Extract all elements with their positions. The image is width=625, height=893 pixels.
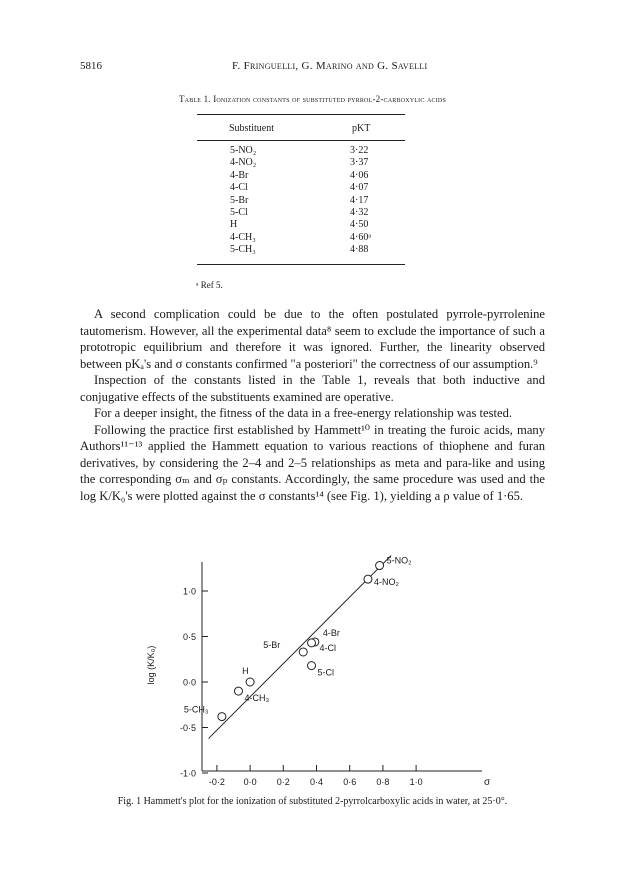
substituent-cell: H [230,219,238,231]
data-point [234,687,242,695]
table-caption: Table 1. Ionization constants of substituted pyrrol-2-carboxylic acids [178,94,447,104]
substituent-cell: 5-NO₂ [230,145,257,156]
data-point [246,678,254,686]
substituent-cell: 5-Cl [230,206,248,218]
x-tick-label: 0·8 [376,777,390,787]
x-tick-label: 0·6 [343,777,357,787]
pk-cell: 4·06 [350,169,369,181]
y-tick-label: 0·0 [182,677,196,688]
pk-cell: 4·32 [350,206,369,218]
data-point-label: 5-NO₂ [386,555,412,566]
x-tick-label: 0·4 [309,777,324,787]
data-point-label: H [242,666,249,676]
data-point [308,639,316,647]
pk-cell: 4·88 [350,244,369,256]
substituent-cell: 4-CH₃ [230,231,256,243]
pk-cell: 4·17 [350,194,369,206]
data-point-label: 5-Cl [317,667,335,678]
data-point [308,662,316,670]
pk-cell: 3·37 [350,157,369,169]
data-point-label: 4-CH₃ [244,693,270,704]
data-point-label: 5-Br [263,639,281,650]
pk-cell: 4·60ᵃ [350,231,372,243]
data-point-label: 4-NO₂ [373,577,399,588]
page-number: 5816 [80,60,102,72]
pk-cell: 4·50 [350,219,369,231]
data-point [364,575,372,583]
data-point [218,713,226,721]
paragraph: A second complication could be due to the often postulated pyrrole-pyrrolenine tautomerism. However, all the experimental data⁸ seem to exclude the importance of such a prototropic equilibrium and therefore it was ignored. Further, the linearity observed between pKₐ's and σ constants confirmed "a posteriori" the correctness of our assumption.⁹ [80,307,545,371]
substituent-cell: 4-Cl [230,182,248,194]
x-tick-label: 1·0 [409,777,423,787]
data-point-label: 4-Cl [319,642,337,653]
x-axis-label: σ [484,777,491,788]
data-point [376,562,384,570]
x-tick-label: 0·2 [276,777,290,787]
data-point-label: 5-CH₃ [183,704,209,715]
pk-cell: 3·22 [350,145,369,156]
substituent-cell: 4-Br [230,169,249,181]
x-tick-label: -0·2 [208,777,225,787]
paragraph: For a deeper insight, the fitness of the data in a free-energy relationship was tested. [94,406,513,420]
y-tick-label: -0·5 [179,723,196,733]
substituent-cell: 4-NO₂ [230,157,257,169]
paragraph: Following the practice first established by Hammett¹⁰ in treating the furoic acids, many Authors¹¹⁻¹³ applied the Hammett equation to various reactions of thiophene and furan derivatives, by considering the 2–4 and 2–5 relationships as meta and para-like and using the corresponding σₘ and σₚ constants. Accordingly, the same procedure was used and the log K/K₀'s were plotted against the σ constants¹⁴ (see Fig. 1), yielding a ρ value of 1·65. [80,422,545,503]
data-point-label: 4-Br [322,627,340,638]
y-axis-label: log (K/K₀) [146,645,156,685]
y-tick-label: -1·0 [179,768,196,779]
substituent-cell: 5-CH₃ [230,244,256,256]
paragraph: Inspection of the constants listed in the Table 1, reveals that both inductive and conjugative effects of the substituents examined are operative. [80,373,545,404]
table-footnote: ᵃ Ref 5. [196,280,223,290]
y-tick-label: 0·5 [182,632,196,642]
pk-cell: 4·07 [350,182,369,194]
fit-line [209,556,392,739]
table-header-substituent: Substituent [229,123,275,134]
data-point [299,648,307,656]
running-header-authors: F. Fringuelli, G. Marino and G. Savelli [232,60,428,72]
figure-caption: Fig. 1 Hammett's plot for the ionization of substituted 2-pyrrolcarboxylic acids in water, at 25·0°. [117,796,508,807]
substituent-cell: 5-Br [230,194,249,206]
x-tick-label: 0·0 [243,777,257,787]
table-header-pk: pKT [352,123,371,134]
y-tick-label: 1·0 [182,586,196,597]
